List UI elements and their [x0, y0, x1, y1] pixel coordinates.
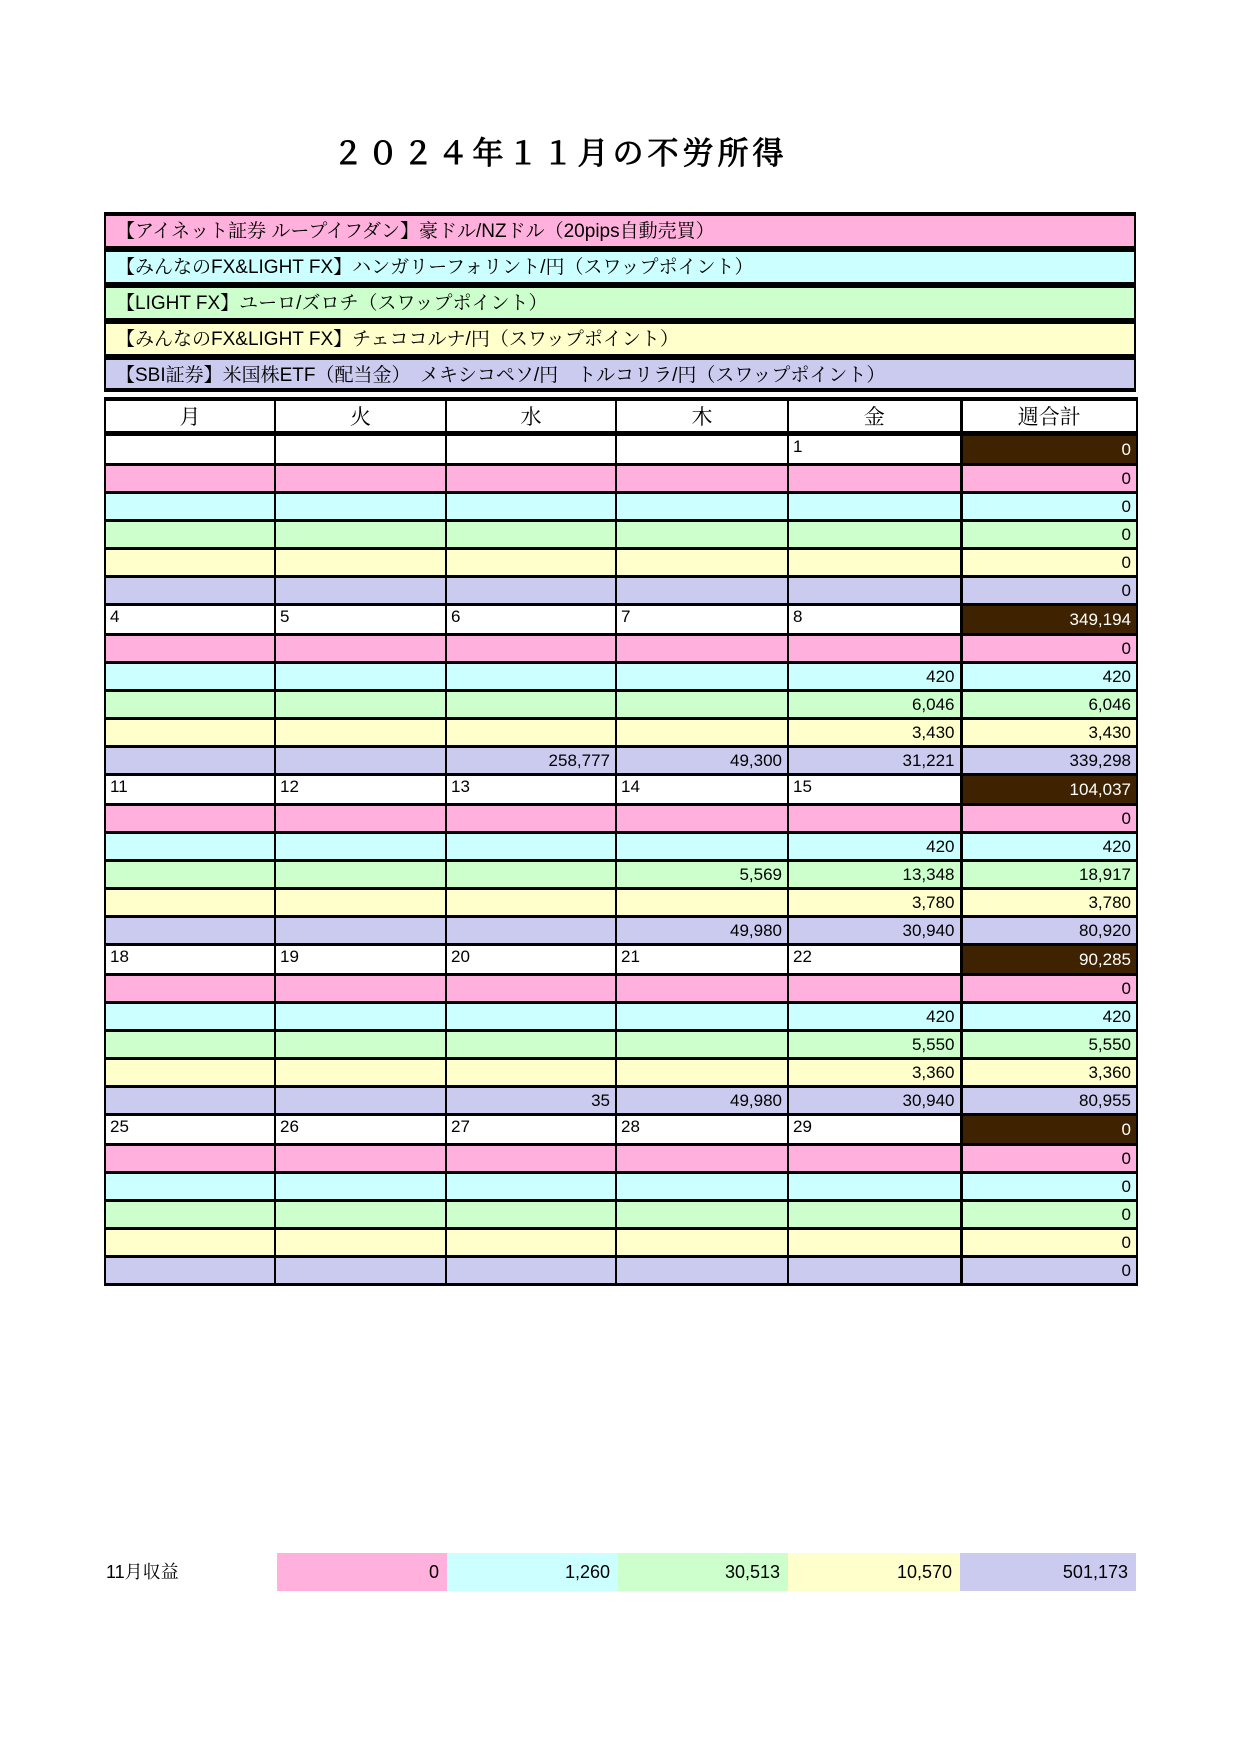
income-row-lavender — [105, 917, 1137, 945]
income-value-cell — [616, 975, 788, 1003]
income-value-cell — [105, 1059, 275, 1087]
income-value-cell — [616, 889, 788, 917]
income-value-cell — [105, 805, 275, 833]
income-value-cell — [275, 1201, 446, 1229]
day-number-cell — [105, 434, 275, 465]
income-value-cell — [275, 1229, 446, 1257]
income-value-cell — [788, 1257, 961, 1285]
income-value-cell — [275, 1003, 446, 1031]
category-week-total-cell: 3,360 — [961, 1059, 1137, 1087]
income-row-pink — [105, 1145, 1137, 1173]
income-value-cell — [616, 833, 788, 861]
income-value-cell — [275, 493, 446, 521]
income-value-cell — [788, 635, 961, 663]
income-row-pink — [105, 975, 1137, 1003]
page-title: ２０２４年１１月の不労所得 — [332, 136, 788, 171]
income-row-yellow — [105, 719, 1137, 747]
income-value-cell — [275, 889, 446, 917]
category-week-total-cell: 0 — [961, 493, 1137, 521]
income-row-lavender — [105, 1087, 1137, 1115]
income-row-yellow — [105, 889, 1137, 917]
income-value-cell — [446, 663, 616, 691]
income-value-cell — [446, 549, 616, 577]
legend-block — [104, 212, 1136, 392]
day-number-cell: 14 — [616, 775, 788, 805]
income-row-yellow — [105, 1059, 1137, 1087]
income-value-cell — [105, 1031, 275, 1059]
category-week-total-cell: 80,955 — [961, 1087, 1137, 1115]
income-value-cell: 35 — [446, 1087, 616, 1115]
income-value-cell — [105, 747, 275, 775]
income-calendar-table — [104, 397, 1138, 1286]
income-row-yellow — [105, 549, 1137, 577]
category-week-total-cell: 0 — [961, 1145, 1137, 1173]
day-number-cell — [446, 434, 616, 465]
income-row-lavender — [105, 1257, 1137, 1285]
income-value-cell — [616, 521, 788, 549]
income-value-cell — [446, 577, 616, 605]
day-number-cell: 22 — [788, 945, 961, 975]
week-total-cell: 0 — [961, 434, 1137, 465]
category-week-total-cell: 420 — [961, 663, 1137, 691]
income-value-cell: 6,046 — [788, 691, 961, 719]
income-row-pink — [105, 805, 1137, 833]
day-number-cell: 18 — [105, 945, 275, 975]
income-value-cell: 420 — [788, 833, 961, 861]
category-week-total-cell: 339,298 — [961, 747, 1137, 775]
income-value-cell: 30,940 — [788, 917, 961, 945]
income-value-cell — [616, 635, 788, 663]
category-week-total-cell: 3,780 — [961, 889, 1137, 917]
income-value-cell — [275, 521, 446, 549]
income-value-cell — [788, 577, 961, 605]
income-row-pink — [105, 465, 1137, 493]
day-number-cell: 12 — [275, 775, 446, 805]
income-value-cell — [788, 1145, 961, 1173]
day-number-cell: 5 — [275, 605, 446, 635]
income-value-cell — [105, 691, 275, 719]
day-number-cell: 13 — [446, 775, 616, 805]
legend-ainet-loop-ifudan: 【アイネット証券 ループイフダン】豪ドル/NZドル（20pips自動売買） — [104, 212, 1136, 248]
income-value-cell — [105, 719, 275, 747]
income-value-cell — [446, 1059, 616, 1087]
day-number-cell: 7 — [616, 605, 788, 635]
income-value-cell — [616, 805, 788, 833]
income-value-cell — [616, 549, 788, 577]
category-week-total-cell: 420 — [961, 1003, 1137, 1031]
income-value-cell — [105, 833, 275, 861]
income-row-cyan — [105, 1003, 1137, 1031]
income-value-cell — [105, 577, 275, 605]
income-value-cell: 420 — [788, 663, 961, 691]
col-header-fri: 金 — [788, 399, 961, 434]
legend-euro-zloty: 【LIGHT FX】ユーロ/ズロチ（スワップポイント） — [104, 284, 1136, 320]
income-value-cell — [446, 805, 616, 833]
day-number-row — [105, 1115, 1137, 1145]
income-value-cell — [788, 1229, 961, 1257]
category-week-total-cell: 0 — [961, 635, 1137, 663]
category-week-total-cell: 0 — [961, 805, 1137, 833]
income-value-cell — [616, 1059, 788, 1087]
col-header-mon: 月 — [105, 399, 275, 434]
income-value-cell — [446, 1003, 616, 1031]
day-number-cell: 15 — [788, 775, 961, 805]
legend-sbi-us-etf: 【SBI証券】米国株ETF（配当金） メキシコペソ/円 トルコリラ/円（スワップポイント） — [104, 356, 1136, 392]
day-number-cell: 4 — [105, 605, 275, 635]
income-value-cell — [275, 635, 446, 663]
income-value-cell — [275, 1059, 446, 1087]
income-value-cell — [616, 493, 788, 521]
legend-hungarian-forint: 【みんなのFX&LIGHT FX】ハンガリーフォリント/円（スワップポイント） — [104, 248, 1136, 284]
income-value-cell — [275, 917, 446, 945]
income-value-cell — [105, 889, 275, 917]
income-value-cell — [446, 917, 616, 945]
day-number-cell: 20 — [446, 945, 616, 975]
legend-czech-koruna: 【みんなのFX&LIGHT FX】チェココルナ/円（スワップポイント） — [104, 320, 1136, 356]
week-total-cell: 90,285 — [961, 945, 1137, 975]
income-value-cell — [446, 833, 616, 861]
income-row-cyan — [105, 833, 1137, 861]
category-week-total-cell: 0 — [961, 465, 1137, 493]
income-value-cell — [105, 465, 275, 493]
income-value-cell — [275, 747, 446, 775]
income-value-cell — [616, 577, 788, 605]
income-value-cell: 5,569 — [616, 861, 788, 889]
income-value-cell — [275, 1257, 446, 1285]
category-week-total-cell: 6,046 — [961, 691, 1137, 719]
category-week-total-cell: 0 — [961, 1173, 1137, 1201]
income-value-cell — [105, 917, 275, 945]
income-value-cell: 49,300 — [616, 747, 788, 775]
income-value-cell — [275, 549, 446, 577]
income-value-cell — [616, 465, 788, 493]
week-total-cell: 0 — [961, 1115, 1137, 1145]
summary-cell-huf: 1,260 — [447, 1553, 618, 1591]
income-value-cell — [616, 1003, 788, 1031]
income-row-green — [105, 861, 1137, 889]
category-week-total-cell: 0 — [961, 1229, 1137, 1257]
category-week-total-cell: 0 — [961, 975, 1137, 1003]
income-value-cell — [788, 805, 961, 833]
summary-cell-sbi: 501,173 — [960, 1553, 1136, 1591]
income-value-cell — [275, 833, 446, 861]
income-value-cell — [446, 889, 616, 917]
income-value-cell — [446, 465, 616, 493]
category-week-total-cell: 420 — [961, 833, 1137, 861]
income-value-cell — [275, 805, 446, 833]
day-number-cell: 11 — [105, 775, 275, 805]
income-value-cell: 5,550 — [788, 1031, 961, 1059]
income-value-cell — [275, 975, 446, 1003]
income-value-cell — [105, 861, 275, 889]
income-value-cell — [788, 493, 961, 521]
income-value-cell — [446, 1031, 616, 1059]
day-number-row — [105, 775, 1137, 805]
income-value-cell — [788, 549, 961, 577]
income-value-cell — [105, 1087, 275, 1115]
category-week-total-cell: 0 — [961, 521, 1137, 549]
day-number-cell: 19 — [275, 945, 446, 975]
income-value-cell — [446, 1229, 616, 1257]
day-number-cell — [275, 434, 446, 465]
income-row-pink — [105, 635, 1137, 663]
income-row-lavender — [105, 577, 1137, 605]
income-row-green — [105, 1031, 1137, 1059]
summary-cell-czk: 10,570 — [788, 1553, 960, 1591]
day-number-cell: 28 — [616, 1115, 788, 1145]
income-value-cell — [105, 1257, 275, 1285]
income-value-cell — [788, 1201, 961, 1229]
income-value-cell — [788, 1173, 961, 1201]
day-number-row — [105, 945, 1137, 975]
day-number-cell: 21 — [616, 945, 788, 975]
income-value-cell — [616, 663, 788, 691]
income-value-cell: 49,980 — [616, 1087, 788, 1115]
income-value-cell — [446, 493, 616, 521]
category-week-total-cell: 80,920 — [961, 917, 1137, 945]
income-value-cell — [446, 691, 616, 719]
income-value-cell — [275, 577, 446, 605]
income-value-cell — [446, 975, 616, 1003]
col-header-tue: 火 — [275, 399, 446, 434]
income-value-cell — [275, 1145, 446, 1173]
income-value-cell — [446, 635, 616, 663]
income-value-cell: 49,980 — [616, 917, 788, 945]
day-number-cell: 29 — [788, 1115, 961, 1145]
category-week-total-cell: 18,917 — [961, 861, 1137, 889]
income-value-cell — [105, 493, 275, 521]
day-number-cell: 8 — [788, 605, 961, 635]
category-week-total-cell: 3,430 — [961, 719, 1137, 747]
income-row-cyan — [105, 663, 1137, 691]
day-number-cell: 27 — [446, 1115, 616, 1145]
income-value-cell — [616, 1145, 788, 1173]
category-week-total-cell: 5,550 — [961, 1031, 1137, 1059]
income-value-cell: 31,221 — [788, 747, 961, 775]
income-value-cell — [105, 521, 275, 549]
income-row-yellow — [105, 1229, 1137, 1257]
income-value-cell — [616, 1201, 788, 1229]
monthly-summary-label: 11月収益 — [106, 1562, 179, 1582]
income-value-cell — [105, 549, 275, 577]
income-value-cell — [446, 719, 616, 747]
income-value-cell — [616, 691, 788, 719]
income-value-cell: 258,777 — [446, 747, 616, 775]
income-row-cyan — [105, 1173, 1137, 1201]
income-value-cell — [446, 861, 616, 889]
income-row-green — [105, 521, 1137, 549]
income-value-cell — [275, 861, 446, 889]
income-value-cell — [105, 1229, 275, 1257]
income-value-cell — [446, 1173, 616, 1201]
income-value-cell: 420 — [788, 1003, 961, 1031]
day-number-cell: 25 — [105, 1115, 275, 1145]
day-number-cell: 1 — [788, 434, 961, 465]
income-value-cell — [616, 1031, 788, 1059]
col-header-wed: 水 — [446, 399, 616, 434]
col-header-thu: 木 — [616, 399, 788, 434]
income-value-cell — [616, 1229, 788, 1257]
income-value-cell — [275, 465, 446, 493]
income-value-cell — [275, 1173, 446, 1201]
income-value-cell — [446, 1201, 616, 1229]
income-value-cell — [788, 521, 961, 549]
income-value-cell: 3,430 — [788, 719, 961, 747]
income-value-cell — [446, 1257, 616, 1285]
day-number-row — [105, 605, 1137, 635]
income-value-cell — [616, 719, 788, 747]
income-value-cell — [616, 1173, 788, 1201]
income-value-cell — [275, 1087, 446, 1115]
income-value-cell — [788, 465, 961, 493]
day-number-cell — [616, 434, 788, 465]
income-value-cell — [105, 663, 275, 691]
week-total-cell: 349,194 — [961, 605, 1137, 635]
category-week-total-cell: 0 — [961, 577, 1137, 605]
income-value-cell — [788, 975, 961, 1003]
income-row-green — [105, 1201, 1137, 1229]
income-value-cell — [105, 975, 275, 1003]
income-row-cyan — [105, 493, 1137, 521]
income-value-cell — [105, 635, 275, 663]
income-value-cell — [275, 719, 446, 747]
income-value-cell — [275, 663, 446, 691]
income-value-cell — [105, 1145, 275, 1173]
calendar-body — [105, 434, 1137, 1285]
income-value-cell — [105, 1173, 275, 1201]
income-value-cell — [616, 1257, 788, 1285]
calendar-header-row — [105, 399, 1137, 434]
income-value-cell: 13,348 — [788, 861, 961, 889]
income-value-cell — [275, 1031, 446, 1059]
category-week-total-cell: 0 — [961, 549, 1137, 577]
income-value-cell — [105, 1201, 275, 1229]
summary-cell-ainet: 0 — [277, 1553, 447, 1591]
summary-cell-eurpln: 30,513 — [618, 1553, 788, 1591]
category-week-total-cell: 0 — [961, 1201, 1137, 1229]
category-week-total-cell: 0 — [961, 1257, 1137, 1285]
monthly-summary-row — [104, 1553, 1136, 1591]
income-value-cell: 30,940 — [788, 1087, 961, 1115]
income-value-cell — [446, 1145, 616, 1173]
income-value-cell — [105, 1003, 275, 1031]
week-total-cell: 104,037 — [961, 775, 1137, 805]
income-value-cell — [275, 691, 446, 719]
income-value-cell: 3,360 — [788, 1059, 961, 1087]
col-header-week-total: 週合計 — [961, 399, 1137, 434]
day-number-cell: 6 — [446, 605, 616, 635]
income-value-cell: 3,780 — [788, 889, 961, 917]
income-value-cell — [446, 521, 616, 549]
income-row-green — [105, 691, 1137, 719]
sheet-body — [104, 212, 1136, 1286]
income-row-lavender — [105, 747, 1137, 775]
day-number-cell: 26 — [275, 1115, 446, 1145]
day-number-row — [105, 434, 1137, 465]
